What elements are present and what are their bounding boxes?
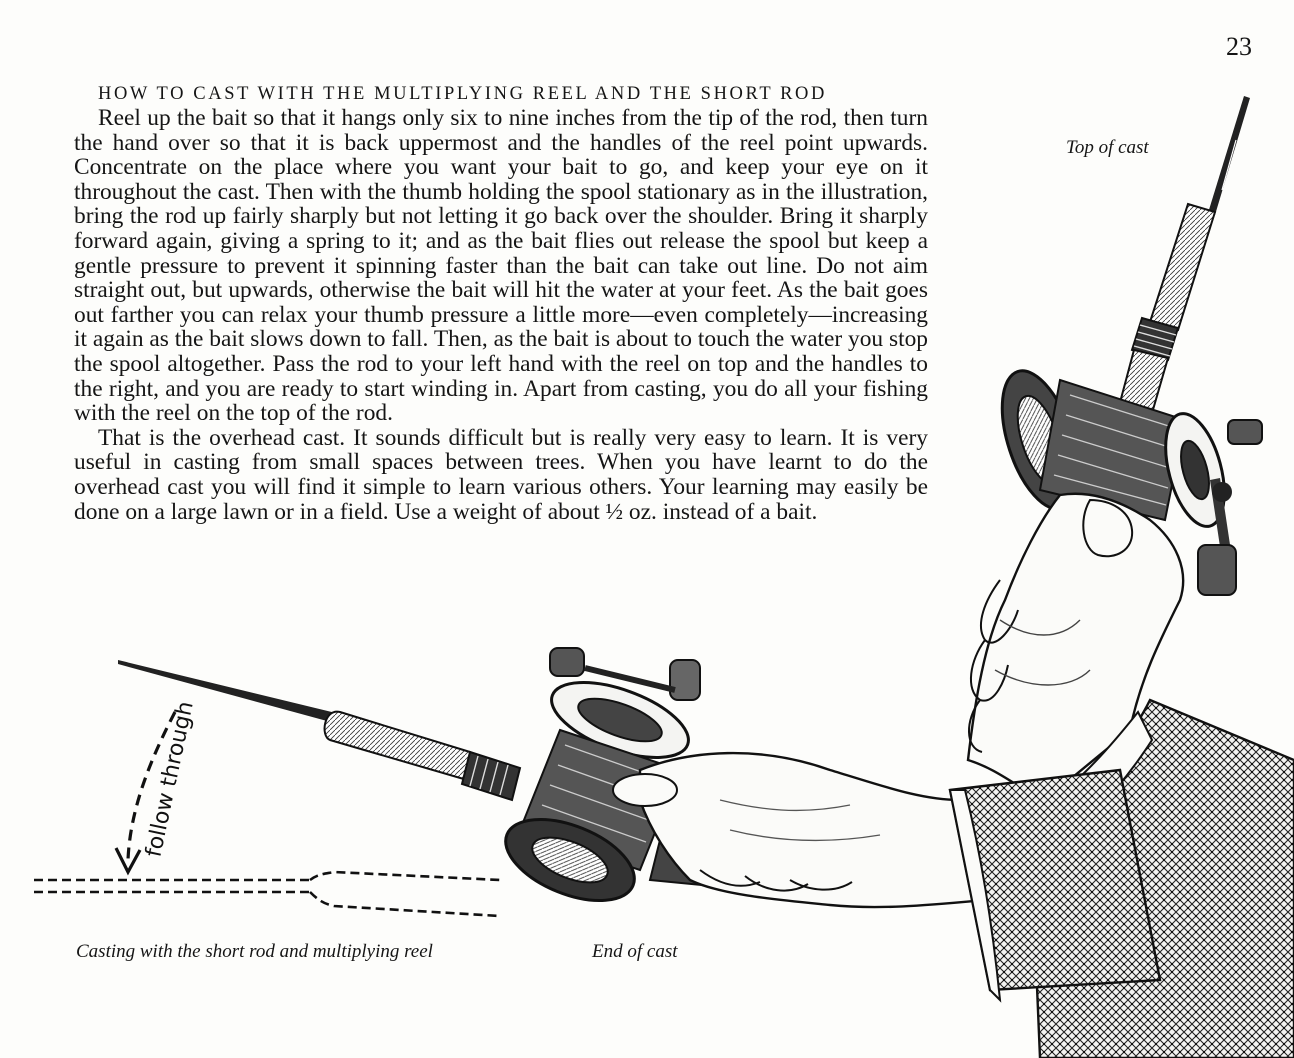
cast-line-path xyxy=(34,872,500,916)
follow-through-arrow xyxy=(116,699,199,872)
page-number: 23 xyxy=(1226,32,1252,61)
left-hand-drawing xyxy=(613,753,1160,1000)
follow-through-label: follow through xyxy=(141,699,199,860)
caption-end-of-cast: End of cast xyxy=(592,941,678,962)
section-heading: HOW TO CAST WITH THE MULTIPLYING REEL AND THE SHORT ROD xyxy=(98,84,827,104)
caption-figure: Casting with the short rod and multiplying reel xyxy=(76,941,433,962)
paragraph-1: Reel up the bait so that it hangs only six to nine inches from the tip of the rod, then turn the hand over so that it is back uppermost and the handles of the reel point upwards. Concentrate on the place where you want your bait to go, and keep your eye on it throughout the cast. Then with the thumb holding the spool stationary as in the illustration, bring the rod up fairly sharply but not letting it go back over the shoulder. Bring it sharply forward again, giving a spring to it; and as the bait flies out release the spool but keep a gentle pressure to prevent it spinning faster than the bait can take out line. Do not aim straight out, but upwards, otherwise the bait will hit the water at your feet. As the bait goes out farther you can relax your thumb pressure a little more—even completely—increasing it again as the bait slows down to fall. Then, as the bait is about to touch the water you stop the spool altogether. Pass the rod to your left hand with the reel on top and the handles to the right, and you are ready to start winding in. Apart from casting, you do all your fishing with the reel on the top of the rod. xyxy=(74,105,928,427)
paragraph-2: That is the overhead cast. It sounds difficult but is really very easy to learn. It is very useful in casting from small spaces between trees. When you have learnt to do the overhead cast you will find it simple to learn various others. Your learning may easily be done on a large lawn or in a field. Use a weight of about ½ oz. instead of a bait. xyxy=(74,424,928,525)
caption-top-of-cast: Top of cast xyxy=(1066,137,1149,158)
